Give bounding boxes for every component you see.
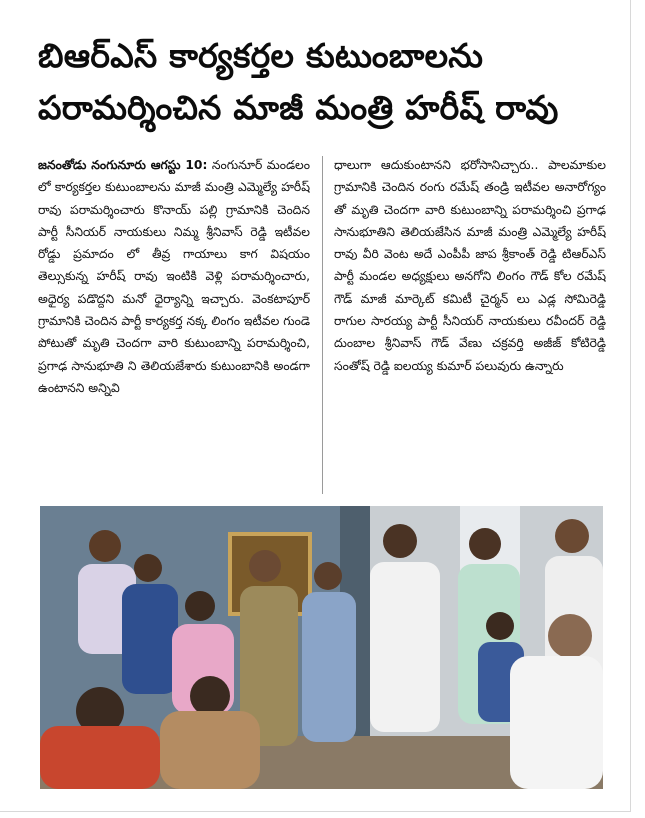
article-columns [38,154,606,494]
column-divider [322,156,323,494]
article-column-2-text: ధాలుగా ఆదుకుంటానని భరోసానిచ్చారు.. పాలమాకుల గ్రామానికి చెందిన రంగు రమేష్ తండ్రి ఇటీవల అనారోగ్యం తో మృతి చెందగా వారి కుటుంబాన్ని పరామర్శించి ప్రగాఢ సానుభూతిని తెలియజేసిన మాజీ మంత్రి ఎమ్మెల్యే హరీష్ రావు వీరి వెంట అదే ఎంపీపీ జాప శ్రీకాంత్ రెడ్డి టిఆర్ఎస్ పార్టీ మండల అధ్యక్షులు అనగోని లింగం గౌడ్ కోల రమేష్ గౌడ్ మాజీ మార్కెట్ కమిటీ చైర్మన్ లు ఎడ్ల సోమిరెడ్డి రాగుల సారయ్య పార్టీ సీనియర్ నాయకులు రవీందర్ రెడ్డి దుంబాల శ్రీనివాస్ గౌడ్ వేణు చక్రవర్తి అజీజ్ కోటిరెడ్డి సంతోష్ రెడ్డి ఐలయ్య కుమార్ పలువురు ఉన్నారు [334,158,606,373]
news-photo [40,506,603,789]
headline [38,30,608,134]
article-column-1-text: నంగునూర్ మండలం లో కార్యకర్తల కుటుంబాలను మాజీ మంత్రి ఎమ్మెల్యే హరీష్ రావు పరామర్శించారు కొనాయ్ పల్లి గ్రామానికి చెందిన పార్టీ సీనియర్ నాయకులు నిమ్మ శ్రీనివాస్ రెడ్డి ఇటీవల రోడ్డు ప్రమాదం లో తీవ్ర గాయాలు కాగ విషయం తెల్సుకున్న హరీష్ రావు ఇంటికి వెళ్లి పరామర్శించారు, అధైర్య పడొద్దని మనో ధైర్యాన్ని ఇచ్చారు. వెంకటాపూర్ గ్రామానికి చెందిన పార్టీ కార్యకర్త నక్క లింగం ఇటీవల గుండె పోటుతో మృతి చెందగా వారి కుటుంబాన్ని పరామర్శించి, ప్రగాఢ సానుభూతి ని తెలియజేశారు కుటుంబానికి అండగా ఉంటానని అన్నివి [38,158,310,395]
article-column-2 [334,154,606,494]
headline-line-2: పరామర్శించిన మాజీ మంత్రి హరీష్ రావు [38,88,559,127]
dateline: జనంతోడు నంగునూరు ఆగస్టు 10: [38,158,208,172]
headline-line-1: బిఆర్ఎస్ కార్యకర్తల కుటుంబాలను [38,36,484,75]
article-column-1 [38,154,310,494]
news-photo-illustration [40,506,603,789]
